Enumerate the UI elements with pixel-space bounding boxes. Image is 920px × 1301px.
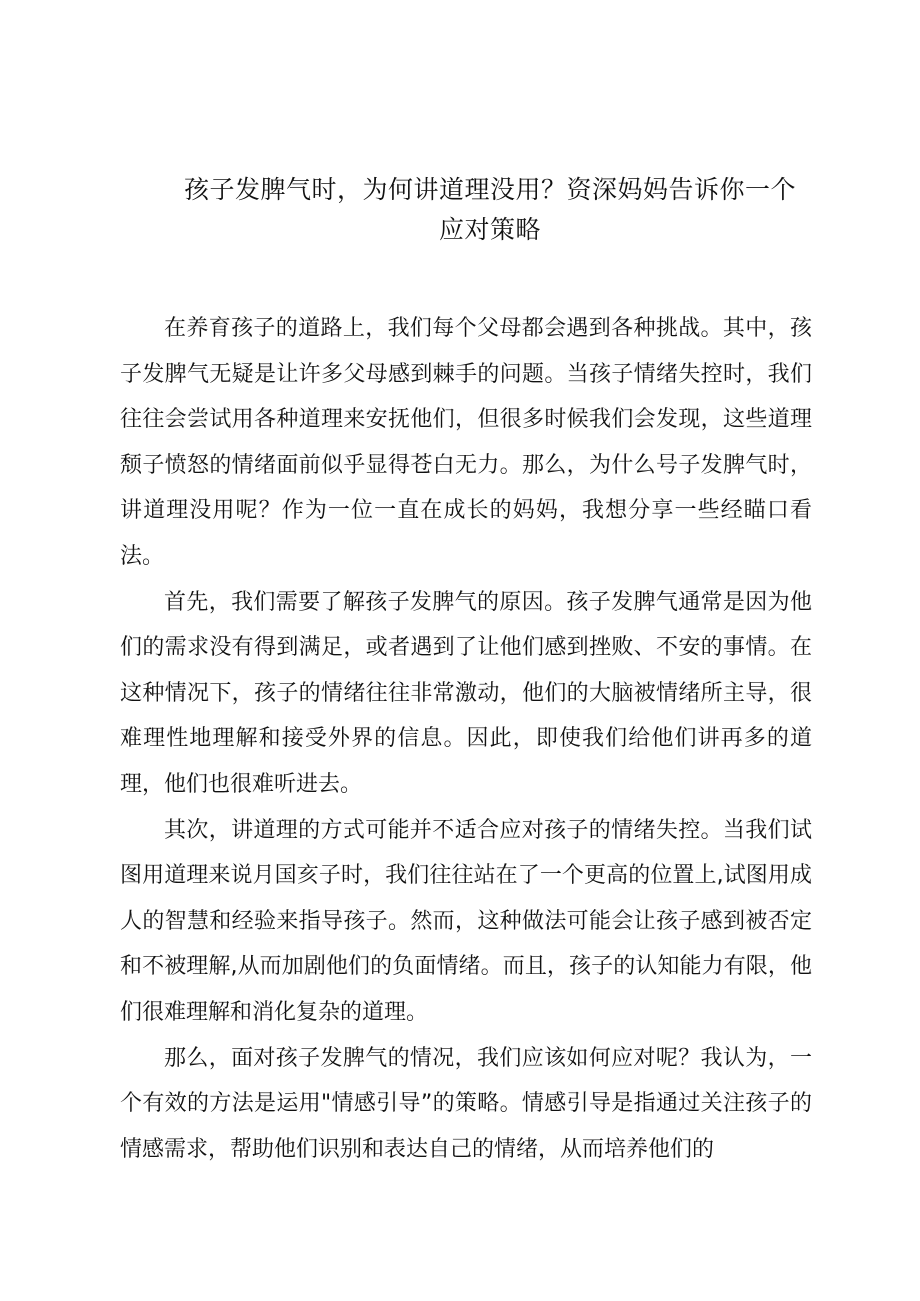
title-line-2: 应对策略: [438, 215, 541, 244]
document-body: [120, 306, 812, 1172]
paragraph-4: 那么，面对孩子发脾气的情况，我们应该如何应对呢？我认为，一个有效的方法是运用"情感引导”的策略。情感引导是指通过关注孩子的情感需求，帮助他们识别和表达自己的情绪，从而培养他们的: [120, 1045, 812, 1162]
paragraph-3: 其次，讲道理的方式可能并不适合应对孩子的情绪失控。当我们试图用道理来说月国亥子时，我们往往站在了一个更高的位置上,试图用成人的智慧和经验来指导孩子。然而，这种做法可能会让孩子感到被否定和不被理解,从而加剧他们的负面情绪。而且，孩子的认知能力有限，他们很难理解和消化复杂的道理。: [120, 817, 812, 1025]
document-title: [120, 170, 860, 250]
paragraph-1: 在养育孩子的道路上，我们每个父母都会遇到各种挑战。其中，孩子发脾气无疑是让许多父母感到棘手的问题。当孩子情绪失控时，我们往往会尝试用各种道理来安抚他们，但很多时候我们会发现，这些道理颓子愤怒的情绪面前似乎显得苍白无力。那么，为什么号子发脾气时，讲道理没用呢？作为一位一直在成长的妈妈，我想分享一些经瞄口看法。: [120, 316, 812, 569]
title-line-1: 孩子发脾气时，为何讲道理没用？资深妈妈告诉你一个: [183, 175, 796, 204]
paragraph-2: 首先，我们需要了解孩子发脾气的原因。孩子发脾气通常是因为他们的需求没有得到满足，或者遇到了让他们感到挫败、不安的事情。在这种情况下，孩子的情绪往往非常激动，他们的大脑被情绪所主导，很难理性地理解和接受外界的信息。因此，即使我们给他们讲再多的道理，他们也很难听进去。: [120, 589, 812, 797]
